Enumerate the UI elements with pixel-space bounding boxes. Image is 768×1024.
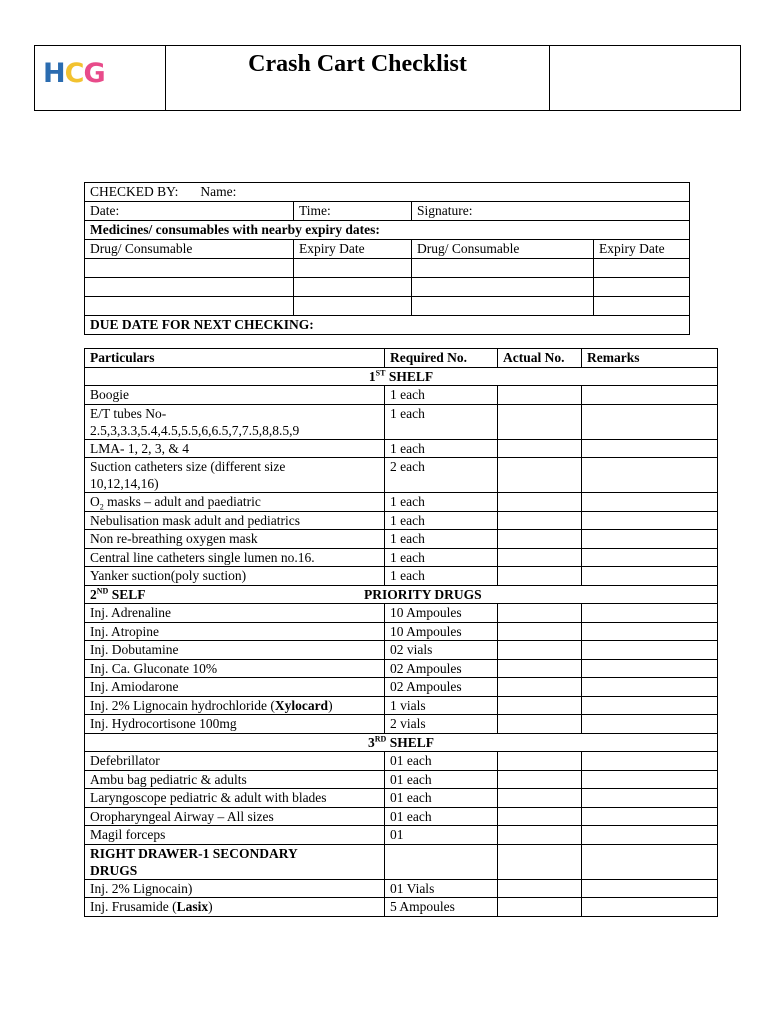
blank-cell[interactable]	[294, 278, 412, 297]
blank-cell[interactable]	[294, 259, 412, 278]
expiry-header-row	[85, 240, 690, 259]
table-row	[85, 715, 718, 734]
remarks[interactable]	[582, 696, 718, 715]
table-row	[85, 659, 718, 678]
item-name-text: Inj. 2% Lignocain)	[90, 880, 193, 896]
item-name-text: Yanker suction(poly suction)	[90, 568, 247, 583]
item-name	[85, 386, 385, 405]
checklist-table	[84, 348, 718, 917]
col-remarks: Remarks	[582, 349, 718, 368]
xylocard-suffix: )	[328, 697, 333, 713]
item-name-text: Suction catheters size (different size	[90, 459, 286, 474]
medicines-heading: Medicines/ consumables with nearby expiry dates:	[85, 221, 690, 240]
remarks[interactable]	[582, 511, 718, 530]
item-name	[85, 770, 385, 789]
item-name	[85, 752, 385, 771]
remarks[interactable]	[582, 715, 718, 734]
remarks[interactable]	[582, 641, 718, 660]
blank-cell[interactable]	[594, 297, 690, 316]
actual-no[interactable]	[498, 678, 582, 697]
required-no: 01 each	[385, 807, 498, 826]
drawer-heading-row	[85, 844, 718, 879]
shelf-3-heading	[85, 733, 718, 752]
actual-no[interactable]	[498, 493, 582, 512]
item-name	[85, 493, 385, 512]
signature-label: Signature:	[412, 202, 690, 221]
item-name-text: Boogie	[90, 387, 129, 402]
actual-no[interactable]	[498, 548, 582, 567]
item-name-text: Inj. Ca. Gluconate 10%	[90, 660, 218, 676]
item-name	[85, 879, 385, 898]
table-row	[85, 386, 718, 405]
item-name-text: Inj. Amiodarone	[90, 679, 179, 694]
col-required: Required No.	[385, 349, 498, 368]
table-row	[85, 622, 718, 641]
table-row	[85, 604, 718, 623]
item-name-text: E/T tubes No-	[90, 405, 167, 421]
table-row	[85, 530, 718, 549]
item-name	[85, 458, 385, 493]
checked-by-table	[84, 182, 690, 335]
table-row	[85, 770, 718, 789]
item-name	[85, 567, 385, 586]
shelf-heading-row	[85, 367, 718, 386]
actual-no[interactable]	[498, 604, 582, 623]
item-name-text-line2: 2.5,3,3.3,5.4,4.5,5.5,6,6.5,7,7.5,8,8.5,9	[90, 422, 300, 438]
page-title: Crash Cart Checklist	[248, 51, 467, 77]
remarks[interactable]	[582, 770, 718, 789]
actual-no[interactable]	[498, 659, 582, 678]
col-actual: Actual No.	[498, 349, 582, 368]
required-no: 01 each	[385, 752, 498, 771]
shelf-label: SHELF	[389, 734, 434, 750]
table-row	[85, 493, 718, 512]
item-name-text: Nebulisation mask adult and pediatrics	[90, 512, 300, 528]
actual-no[interactable]	[498, 567, 582, 586]
actual-no[interactable]	[498, 844, 582, 879]
item-name	[85, 404, 385, 439]
required-no: 10 Ampoules	[385, 604, 498, 623]
item-name-text: LMA- 1, 2, 3, & 4	[90, 440, 189, 456]
item-name	[85, 898, 385, 917]
table-row	[85, 678, 718, 697]
o2-subscript: 2	[99, 502, 104, 511]
shelf-2-heading	[85, 585, 718, 604]
blank-cell[interactable]	[85, 278, 294, 297]
required-no: 1 each	[385, 439, 498, 458]
table-row	[85, 826, 718, 845]
table-row	[85, 404, 718, 439]
remarks[interactable]	[582, 789, 718, 808]
date-row	[85, 202, 690, 221]
remarks[interactable]	[582, 659, 718, 678]
col-particulars: Particulars	[85, 349, 385, 368]
item-name	[85, 622, 385, 641]
document-header	[34, 45, 741, 111]
table-row	[85, 879, 718, 898]
shelf-1-items-b	[85, 511, 718, 585]
logo-letter-g: G	[83, 58, 105, 89]
shelf-suffix: ND	[96, 586, 109, 595]
required-no: 1 each	[385, 386, 498, 405]
remarks[interactable]	[582, 548, 718, 567]
required-no: 1 each	[385, 567, 498, 586]
shelf-1-items	[85, 386, 718, 493]
shelf-suffix: ST	[375, 368, 386, 377]
blank-cell[interactable]	[412, 259, 594, 278]
expiry-blank-row	[85, 278, 690, 297]
medicines-heading-row	[85, 221, 690, 240]
item-name-text: Inj. Adrenaline	[90, 605, 171, 620]
actual-no[interactable]	[498, 879, 582, 898]
expiry-blank-row	[85, 259, 690, 278]
required-no: 2 vials	[385, 715, 498, 734]
col-expiry-2: Expiry Date	[594, 240, 690, 259]
item-name	[85, 548, 385, 567]
required-no: 2 each	[385, 458, 498, 493]
time-label: Time:	[294, 202, 412, 221]
item-name	[85, 807, 385, 826]
actual-no[interactable]	[498, 826, 582, 845]
item-name	[85, 641, 385, 660]
remarks[interactable]	[582, 604, 718, 623]
blank-cell[interactable]	[594, 278, 690, 297]
table-row	[85, 548, 718, 567]
item-name	[85, 789, 385, 808]
required-no: 1 each	[385, 530, 498, 549]
item-name	[85, 511, 385, 530]
item-name: Inj. Hydrocortisone 100mg	[85, 715, 385, 734]
shelf-2-items	[85, 604, 718, 697]
item-name-text: Inj. Dobutamine	[90, 642, 179, 657]
shelf-label: SELF	[111, 586, 146, 602]
lasix-prefix: Inj. Frusamide (	[90, 899, 177, 914]
actual-no[interactable]	[498, 696, 582, 715]
logo-letter-c: C	[64, 58, 84, 89]
shelf-3-items	[85, 752, 718, 845]
required-no: 02 Ampoules	[385, 678, 498, 697]
item-name	[85, 439, 385, 458]
blank-cell[interactable]	[412, 278, 594, 297]
required-no: 1 each	[385, 511, 498, 530]
remarks[interactable]	[582, 404, 718, 439]
item-name-text-line2: 10,12,14,16)	[90, 476, 159, 491]
item-name-text: Magil forceps	[90, 827, 166, 842]
actual-no[interactable]	[498, 511, 582, 530]
remarks[interactable]	[582, 826, 718, 845]
o2-prefix: O	[90, 494, 100, 509]
actual-no[interactable]	[498, 458, 582, 493]
table-row	[85, 898, 718, 917]
required-no: 01 each	[385, 789, 498, 808]
actual-no[interactable]	[498, 404, 582, 439]
blank-cell[interactable]	[85, 297, 294, 316]
required-no: 01 each	[385, 770, 498, 789]
drawer-1-heading	[85, 844, 385, 879]
item-name-text: Ambu bag pediatric & adults	[90, 771, 247, 787]
table-row	[85, 789, 718, 808]
drawer-heading-line2: DRUGS	[90, 862, 138, 878]
remarks[interactable]	[582, 386, 718, 405]
blank-cell[interactable]	[594, 259, 690, 278]
actual-no[interactable]	[498, 439, 582, 458]
table-row	[85, 696, 718, 715]
actual-no[interactable]	[498, 807, 582, 826]
actual-no[interactable]	[498, 898, 582, 917]
shelf-heading-row	[85, 733, 718, 752]
table-row	[85, 641, 718, 660]
remarks[interactable]	[582, 807, 718, 826]
required-no: 1 each	[385, 404, 498, 439]
actual-no[interactable]	[498, 715, 582, 734]
remarks[interactable]	[582, 898, 718, 917]
required-no: 1 each	[385, 493, 498, 512]
drawer-heading-line1: RIGHT DRAWER-1 SECONDARY	[90, 845, 298, 861]
shelf-label: SHELF	[388, 368, 434, 384]
required-no: 01 Vials	[385, 879, 498, 898]
shelf-1-heading	[85, 367, 718, 386]
table-row	[85, 511, 718, 530]
checked-by-cell	[85, 183, 690, 202]
actual-no[interactable]	[498, 622, 582, 641]
table-row	[85, 752, 718, 771]
remarks[interactable]	[582, 567, 718, 586]
xylocard-prefix: Inj. 2% Lignocain hydrochloride (	[90, 697, 275, 713]
shelf-number: 3	[368, 734, 375, 750]
checked-by-row	[85, 183, 690, 202]
required-no: 02 Ampoules	[385, 659, 498, 678]
item-name-text: Oropharyngeal Airway – All sizes	[90, 808, 274, 824]
name-label: Name:	[200, 184, 237, 199]
expiry-blank-row	[85, 297, 690, 316]
required-no: 01	[385, 826, 498, 845]
date-label: Date:	[85, 202, 294, 221]
o2-suffix: masks – adult and paediatric	[103, 494, 261, 509]
item-name-text: Laryngoscope pediatric & adult with blades	[90, 790, 327, 805]
required-no: 5 Ampoules	[385, 898, 498, 917]
item-name	[85, 604, 385, 623]
actual-no[interactable]	[498, 789, 582, 808]
shelf-number: 1	[368, 368, 376, 384]
remarks[interactable]	[582, 493, 718, 512]
checklist-header-row	[85, 349, 718, 368]
priority-drugs-label: PRIORITY DRUGS	[364, 586, 482, 602]
checked-by-label: CHECKED BY:	[90, 184, 179, 199]
logo-letter-h: H	[43, 58, 65, 89]
item-name-text: Defebrillator	[90, 753, 160, 768]
col-expiry-1: Expiry Date	[294, 240, 412, 259]
item-name	[85, 530, 385, 549]
shelf-suffix: RD	[374, 734, 387, 743]
remarks[interactable]	[582, 844, 718, 879]
required-no: 02 vials	[385, 641, 498, 660]
xylocard-brand: Xylocard	[274, 697, 329, 713]
shelf-number: 2	[90, 586, 97, 602]
actual-no[interactable]	[498, 641, 582, 660]
title-cell	[166, 46, 550, 110]
item-name	[85, 678, 385, 697]
remarks[interactable]	[582, 530, 718, 549]
item-name	[85, 696, 385, 715]
blank-cell[interactable]	[294, 297, 412, 316]
item-name	[85, 826, 385, 845]
logo-cell	[35, 46, 166, 110]
col-drug-2: Drug/ Consumable	[412, 240, 594, 259]
item-name-text: Central line catheters single lumen no.16.	[90, 549, 315, 565]
remarks[interactable]	[582, 458, 718, 493]
table-row	[85, 458, 718, 493]
actual-no[interactable]	[498, 752, 582, 771]
item-name-text: Non re-breathing oxygen mask	[90, 531, 258, 546]
required-no: 1 each	[385, 548, 498, 567]
table-row	[85, 439, 718, 458]
item-name-text: Inj. Atropine	[90, 623, 159, 639]
col-drug-1: Drug/ Consumable	[85, 240, 294, 259]
remarks[interactable]	[582, 622, 718, 641]
remarks[interactable]	[582, 879, 718, 898]
required-no: 10 Ampoules	[385, 622, 498, 641]
remarks[interactable]	[582, 752, 718, 771]
remarks[interactable]	[582, 439, 718, 458]
lasix-suffix: )	[208, 899, 213, 914]
table-row	[85, 807, 718, 826]
blank-cell[interactable]	[85, 259, 294, 278]
lasix-brand: Lasix	[176, 899, 209, 914]
required-no	[385, 844, 498, 879]
table-row	[85, 567, 718, 586]
drawer-1-items	[85, 879, 718, 898]
item-name	[85, 659, 385, 678]
actual-no[interactable]	[498, 770, 582, 789]
actual-no[interactable]	[498, 530, 582, 549]
remarks[interactable]	[582, 678, 718, 697]
due-date-row	[85, 316, 690, 335]
due-date-label: DUE DATE FOR NEXT CHECKING:	[85, 316, 690, 335]
hcg-logo	[43, 58, 105, 89]
actual-no[interactable]	[498, 386, 582, 405]
blank-cell[interactable]	[412, 297, 594, 316]
required-no: 1 vials	[385, 696, 498, 715]
shelf-heading-row	[85, 585, 718, 604]
